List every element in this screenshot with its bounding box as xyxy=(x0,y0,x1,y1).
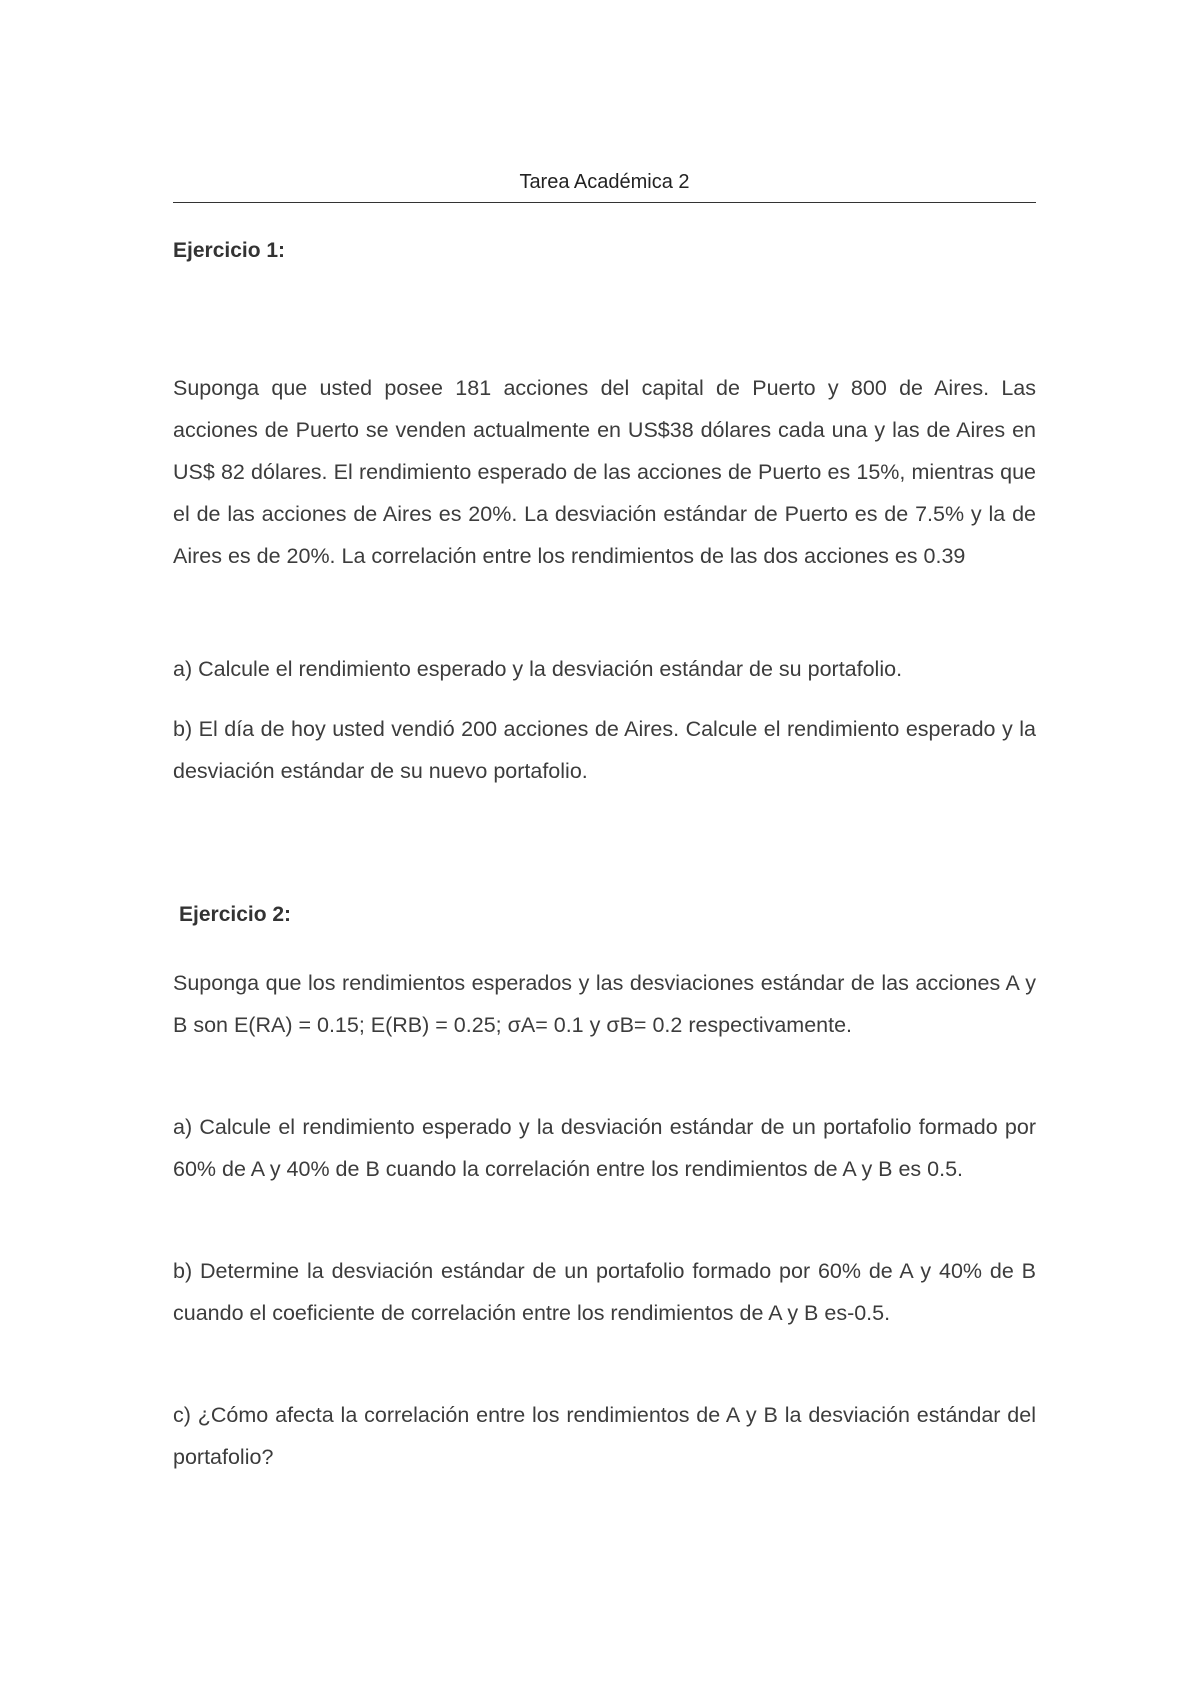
exercise-2-question-a: a) Calcule el rendimiento esperado y la desviación estándar de un portafolio formado por 60% de A y 40% de B cuando la correlación entre los rendimientos de A y B es 0.5. xyxy=(173,1115,1036,1181)
exercise-2-question-c: c) ¿Cómo afecta la correlación entre los rendimientos de A y B la desviación estándar del portafolio? xyxy=(173,1403,1036,1469)
exercise-1-question-a: a) Calcule el rendimiento esperado y la desviación estándar de su portafolio. xyxy=(173,657,903,681)
document-title: Tarea Académica 2 xyxy=(519,171,690,193)
exercise-2-question-b: b) Determine la desviación estándar de un portafolio formado por 60% de A y 40% de B cuando el coeficiente de correlación entre los rendimientos de A y B es-0.5. xyxy=(173,1259,1036,1325)
exercise-1-statement: Suponga que usted posee 181 acciones del capital de Puerto y 800 de Aires. Las acciones de Puerto se venden actualmente en US$38 dólares cada una y las de Aires en US$ 82 dólares. El rendimiento esperado de las acciones de Puerto es 15%, mientras que el de las acciones de Aires es 20%. La desviación estándar de Puerto es de 7.5% y la de Aires es de 20%. La correlación entre los rendimientos de las dos acciones es 0.39 xyxy=(173,376,1036,568)
exercise-2-heading: Ejercicio 2: xyxy=(179,903,292,926)
title-underline xyxy=(173,202,1036,203)
exercise-2-statement: Suponga que los rendimientos esperados y las desviaciones estándar de las acciones A y B son E(RA) = 0.15; E(RB) = 0.25; σA= 0.1 y σB= 0.2 respectivamente. xyxy=(173,971,1036,1037)
exercise-1-question-b: b) El día de hoy usted vendió 200 acciones de Aires. Calcule el rendimiento esperado y la desviación estándar de su nuevo portafolio. xyxy=(173,717,1036,783)
exercise-1-heading: Ejercicio 1: xyxy=(173,239,286,262)
